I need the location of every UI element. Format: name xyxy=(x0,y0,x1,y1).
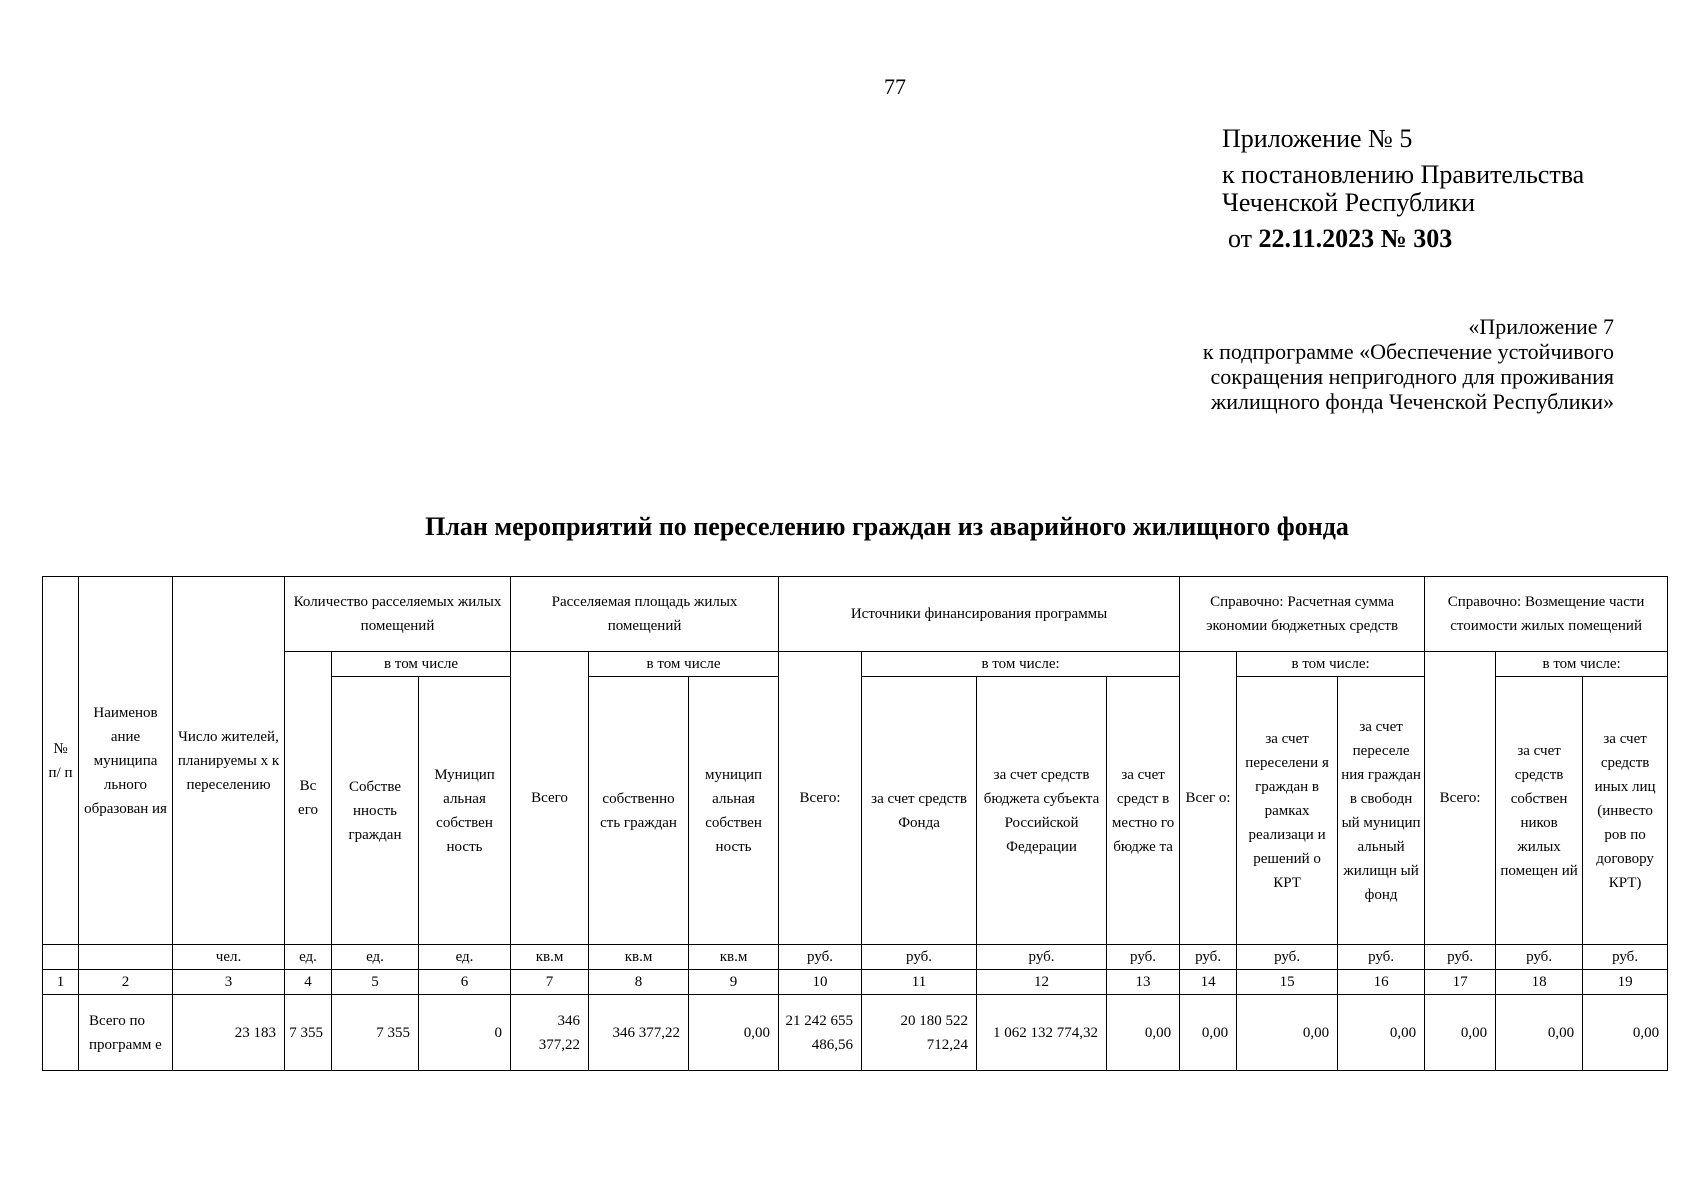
unit-cell: руб. xyxy=(779,945,862,970)
table-row xyxy=(43,995,1668,1071)
header-fund-subject: за счет средств бюджета субъекта Российской Федерации xyxy=(977,677,1107,945)
header-comp-owners: за счет средств собствен ников жилых помещен ий xyxy=(1496,677,1583,945)
unit-cell xyxy=(43,945,79,970)
sub-appendix-line-4: жилищного фонда Чеченской Республики» xyxy=(1211,389,1614,414)
header-rooms-total: Вс его xyxy=(285,652,332,945)
table-header-row xyxy=(43,577,1668,652)
cell-fund-fond: 20 180 522 712,24 xyxy=(862,995,977,1071)
document-title: План мероприятий по переселению граждан из аварийного жилищного фонда xyxy=(425,512,1349,541)
header-fund-total: Всего: xyxy=(779,652,862,945)
column-number: 11 xyxy=(862,970,977,995)
unit-cell: ед. xyxy=(332,945,419,970)
column-number: 18 xyxy=(1496,970,1583,995)
header-area-total: Всего xyxy=(511,652,589,945)
header-area-incl: в том числе xyxy=(589,652,779,677)
units-row xyxy=(43,945,1668,970)
cell-savings-krt: 0,00 xyxy=(1237,995,1338,1071)
header-savings-group: Справочно: Расчетная сумма экономии бюджетных средств xyxy=(1180,577,1425,652)
cell-comp-owners: 0,00 xyxy=(1496,995,1583,1071)
appendix-date-prefix: от xyxy=(1228,224,1259,253)
unit-cell: руб. xyxy=(1338,945,1425,970)
header-rooms-mun: Муницип альная собствен ность xyxy=(419,677,511,945)
cell-savings-free: 0,00 xyxy=(1338,995,1425,1071)
column-number: 16 xyxy=(1338,970,1425,995)
unit-cell xyxy=(79,945,173,970)
cell-name: Всего по программ е xyxy=(79,995,173,1071)
sub-appendix-line-2: к подпрограмме «Обеспечение устойчивого xyxy=(1202,339,1614,364)
header-savings-total: Всег о: xyxy=(1180,652,1237,945)
column-number: 7 xyxy=(511,970,589,995)
plan-table xyxy=(42,576,1668,1071)
header-funding-group: Источники финансирования программы xyxy=(779,577,1180,652)
column-number: 9 xyxy=(689,970,779,995)
column-number: 12 xyxy=(977,970,1107,995)
cell-rooms-mun: 0 xyxy=(419,995,511,1071)
unit-cell: руб. xyxy=(1583,945,1668,970)
header-comp-other: за счет средств иных лиц (инвесто ров по договору КРТ) xyxy=(1583,677,1668,945)
header-area-group: Расселяемая площадь жилых помещений xyxy=(511,577,779,652)
unit-cell: руб. xyxy=(1496,945,1583,970)
column-number: 2 xyxy=(79,970,173,995)
cell-fund-local: 0,00 xyxy=(1107,995,1180,1071)
column-number: 19 xyxy=(1583,970,1668,995)
column-number: 10 xyxy=(779,970,862,995)
appendix-line-1: Приложение № 5 xyxy=(1222,124,1413,153)
cell-area-total: 346 377,22 xyxy=(511,995,589,1071)
header-num: № п/ п xyxy=(43,577,79,945)
table-header-row xyxy=(43,652,1668,677)
appendix-block xyxy=(1222,125,1584,253)
unit-cell: ед. xyxy=(285,945,332,970)
unit-cell: руб. xyxy=(862,945,977,970)
appendix-line-4 xyxy=(1222,225,1584,253)
sub-appendix-block xyxy=(1203,314,1614,414)
header-savings-krt: за счет переселени я граждан в рамках реализаци и решений о КРТ xyxy=(1237,677,1338,945)
column-numbers-row xyxy=(43,970,1668,995)
cell-residents: 23 183 xyxy=(173,995,285,1071)
unit-cell: кв.м xyxy=(589,945,689,970)
column-number: 13 xyxy=(1107,970,1180,995)
column-number: 15 xyxy=(1237,970,1338,995)
header-comp-total: Всего: xyxy=(1425,652,1496,945)
header-savings-incl: в том числе: xyxy=(1237,652,1425,677)
cell-comp-other: 0,00 xyxy=(1583,995,1668,1071)
header-residents: Число жителей, планируемы х к переселению xyxy=(173,577,285,945)
cell-rooms-own: 7 355 xyxy=(332,995,419,1071)
column-number: 14 xyxy=(1180,970,1237,995)
header-fund-fond: за счет средств Фонда xyxy=(862,677,977,945)
unit-cell: руб. xyxy=(1107,945,1180,970)
unit-cell: кв.м xyxy=(689,945,779,970)
column-number: 6 xyxy=(419,970,511,995)
column-number: 3 xyxy=(173,970,285,995)
cell-savings-total: 0,00 xyxy=(1180,995,1237,1071)
column-number: 4 xyxy=(285,970,332,995)
header-area-own: собственно сть граждан xyxy=(589,677,689,945)
unit-cell: руб. xyxy=(1425,945,1496,970)
header-fund-incl: в том числе: xyxy=(862,652,1180,677)
column-number: 17 xyxy=(1425,970,1496,995)
header-area-mun: муницип альная собствен ность xyxy=(689,677,779,945)
appendix-line-3: Чеченской Республики xyxy=(1222,188,1476,217)
header-rooms-group: Количество расселяемых жилых помещений xyxy=(285,577,511,652)
cell-area-mun: 0,00 xyxy=(689,995,779,1071)
cell-fund-subject: 1 062 132 774,32 xyxy=(977,995,1107,1071)
appendix-line-2: к постановлению Правительства xyxy=(1222,160,1585,189)
header-name: Наименов ание муниципа льного образован ия xyxy=(79,577,173,945)
header-rooms-incl: в том числе xyxy=(332,652,511,677)
unit-cell: чел. xyxy=(173,945,285,970)
header-compensation-group: Справочно: Возмещение части стоимости жилых помещений xyxy=(1425,577,1668,652)
unit-cell: ед. xyxy=(419,945,511,970)
sub-appendix-line-1: «Приложение 7 xyxy=(1468,314,1614,339)
cell-comp-total: 0,00 xyxy=(1425,995,1496,1071)
column-number: 8 xyxy=(589,970,689,995)
unit-cell: кв.м xyxy=(511,945,589,970)
header-rooms-own: Собстве нность граждан xyxy=(332,677,419,945)
unit-cell: руб. xyxy=(1180,945,1237,970)
cell-fund-total: 21 242 655 486,56 xyxy=(779,995,862,1071)
appendix-date-number: 22.11.2023 № 303 xyxy=(1258,224,1453,253)
header-comp-incl: в том числе: xyxy=(1496,652,1668,677)
header-fund-local: за счет средст в местно го бюдже та xyxy=(1107,677,1180,945)
column-number: 1 xyxy=(43,970,79,995)
unit-cell: руб. xyxy=(1237,945,1338,970)
unit-cell: руб. xyxy=(977,945,1107,970)
sub-appendix-line-3: сокращения непригодного для проживания xyxy=(1210,364,1614,389)
cell-num xyxy=(43,995,79,1071)
column-number: 5 xyxy=(332,970,419,995)
page-number: 77 xyxy=(884,74,906,99)
cell-rooms-total: 7 355 xyxy=(285,995,332,1071)
header-savings-free: за счет переселе ния граждан в свободн ый муницип альный жилищн ый фонд xyxy=(1338,677,1425,945)
cell-area-own: 346 377,22 xyxy=(589,995,689,1071)
